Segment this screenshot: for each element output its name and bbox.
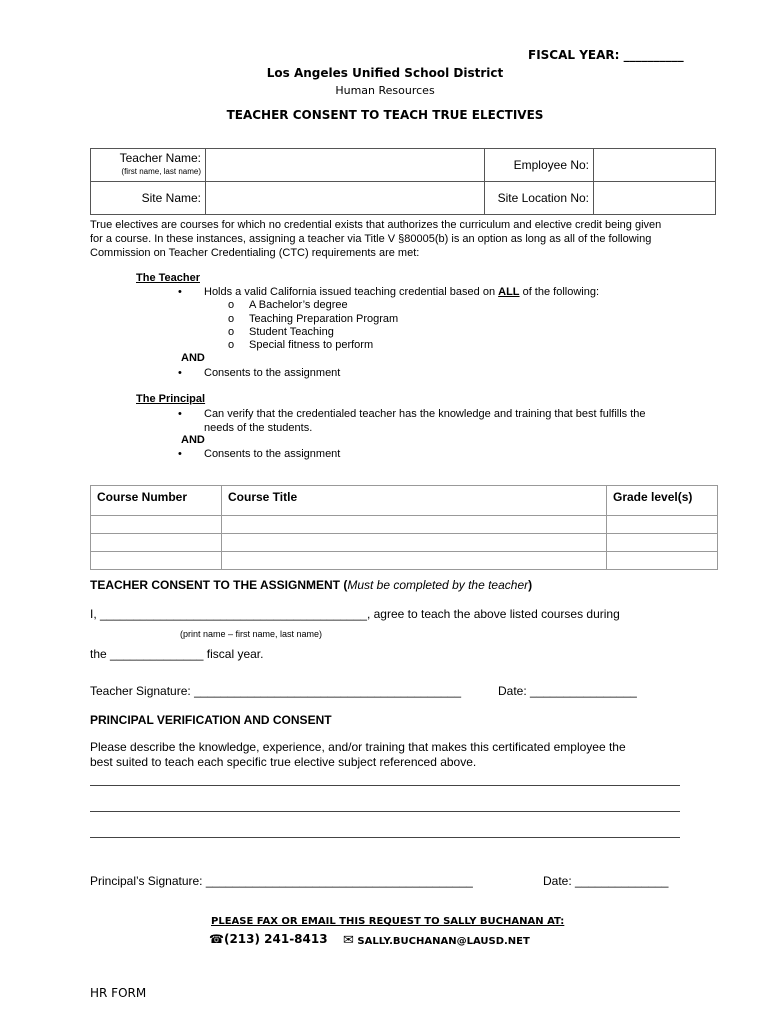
course-table <box>90 485 718 570</box>
list-item: o A Bachelor’s degree <box>228 299 348 311</box>
teacher-consent-heading: TEACHER CONSENT TO THE ASSIGNMENT (Must be completed by the teacher) <box>90 578 533 592</box>
site-name-label: Site Name: <box>91 182 206 215</box>
teacher-bullet-consent: • Consents to the assignment <box>178 367 341 379</box>
teacher-bullet-credential: • Holds a valid California issued teaching credential based on ALL of the following: <box>178 286 600 298</box>
list-item: o Student Teaching <box>228 326 334 338</box>
grade-level-cell[interactable] <box>607 534 718 552</box>
fiscal-year-label: FISCAL YEAR: __________ <box>528 48 684 62</box>
email-icon: ✉ <box>343 933 354 948</box>
teacher-name-field[interactable] <box>206 149 485 182</box>
phone-icon: ☎ <box>209 932 224 946</box>
table-row <box>91 552 718 570</box>
fiscal-year-field[interactable]: __________ <box>623 48 684 62</box>
principal-describe-text: Please describe the knowledge, experience, and/or training that makes this certificated employee the best suited to teach each specific true elective subject referenced above. <box>90 740 626 769</box>
principal-bullet-consent: • Consents to the assignment <box>178 448 341 460</box>
teacher-name-line[interactable]: I, ________________________________________, agree to teach the above listed courses during <box>90 607 620 621</box>
table-row <box>91 534 718 552</box>
employee-no-label: Employee No: <box>485 149 594 182</box>
form-title: TEACHER CONSENT TO TEACH TRUE ELECTIVES <box>226 108 544 122</box>
phone-contact: ☎(213) 241-8413 <box>209 932 328 946</box>
teacher-name-label-cell: Teacher Name: (first name, last name) <box>91 149 206 182</box>
site-location-label: Site Location No: <box>485 182 594 215</box>
print-name-hint: (print name – first name, last name) <box>180 629 323 639</box>
course-number-cell[interactable] <box>91 534 222 552</box>
and-label: AND <box>181 434 205 446</box>
teacher-requirements-heading: The Teacher <box>136 272 200 284</box>
intro-paragraph: True electives are courses for which no credential exists that authorizes the curriculum and elective credit being given for a course. In these instances, assigning a teacher via Title V §80005(b) is an option as long as all of the following Commission on Teacher Credentialing (CTC) requirements are met: <box>90 219 662 259</box>
principal-signature-line[interactable]: Principal’s Signature: ________________________________________ <box>90 874 473 888</box>
principal-requirements-heading: The Principal <box>136 393 206 405</box>
email-contact[interactable]: ✉ SALLY.BUCHANAN@LAUSD.NET <box>343 933 530 948</box>
course-title-cell[interactable] <box>222 516 607 534</box>
grade-level-cell[interactable] <box>607 516 718 534</box>
grade-level-cell[interactable] <box>607 552 718 570</box>
hr-form-label: HR FORM <box>90 986 147 1000</box>
course-title-header: Course Title <box>222 486 607 516</box>
site-name-field[interactable] <box>206 182 485 215</box>
fax-email-instruction: PLEASE FAX OR EMAIL THIS REQUEST TO SALLY BUCHANAN AT: <box>211 916 565 927</box>
department-name: Human Resources <box>335 84 435 97</box>
fiscal-year-line[interactable]: the ______________ fiscal year. <box>90 647 264 661</box>
course-number-cell[interactable] <box>91 516 222 534</box>
course-title-cell[interactable] <box>222 552 607 570</box>
description-line-1[interactable] <box>90 785 680 786</box>
teacher-signature-line[interactable]: Teacher Signature: ________________________________________ <box>90 684 462 698</box>
course-title-cell[interactable] <box>222 534 607 552</box>
site-location-field[interactable] <box>594 182 716 215</box>
description-line-3[interactable] <box>90 837 680 838</box>
employee-no-field[interactable] <box>594 149 716 182</box>
course-number-cell[interactable] <box>91 552 222 570</box>
table-row <box>91 516 718 534</box>
principal-verification-heading: PRINCIPAL VERIFICATION AND CONSENT <box>90 713 332 727</box>
list-item: o Teaching Preparation Program <box>228 313 399 325</box>
district-name: Los Angeles Unified School District <box>266 66 504 80</box>
and-label: AND <box>181 352 205 364</box>
description-line-2[interactable] <box>90 811 680 812</box>
principal-date-line[interactable]: Date: ______________ <box>543 874 669 888</box>
grade-level-header: Grade level(s) <box>607 486 718 516</box>
teacher-info-table <box>90 148 716 215</box>
course-number-header: Course Number <box>91 486 222 516</box>
principal-bullet-verify: • Can verify that the credentialed teacher has the knowledge and training that best fulfills the needs of the students. <box>178 408 646 434</box>
teacher-date-line[interactable]: Date: ________________ <box>498 684 637 698</box>
list-item: o Special fitness to perform <box>228 339 374 351</box>
